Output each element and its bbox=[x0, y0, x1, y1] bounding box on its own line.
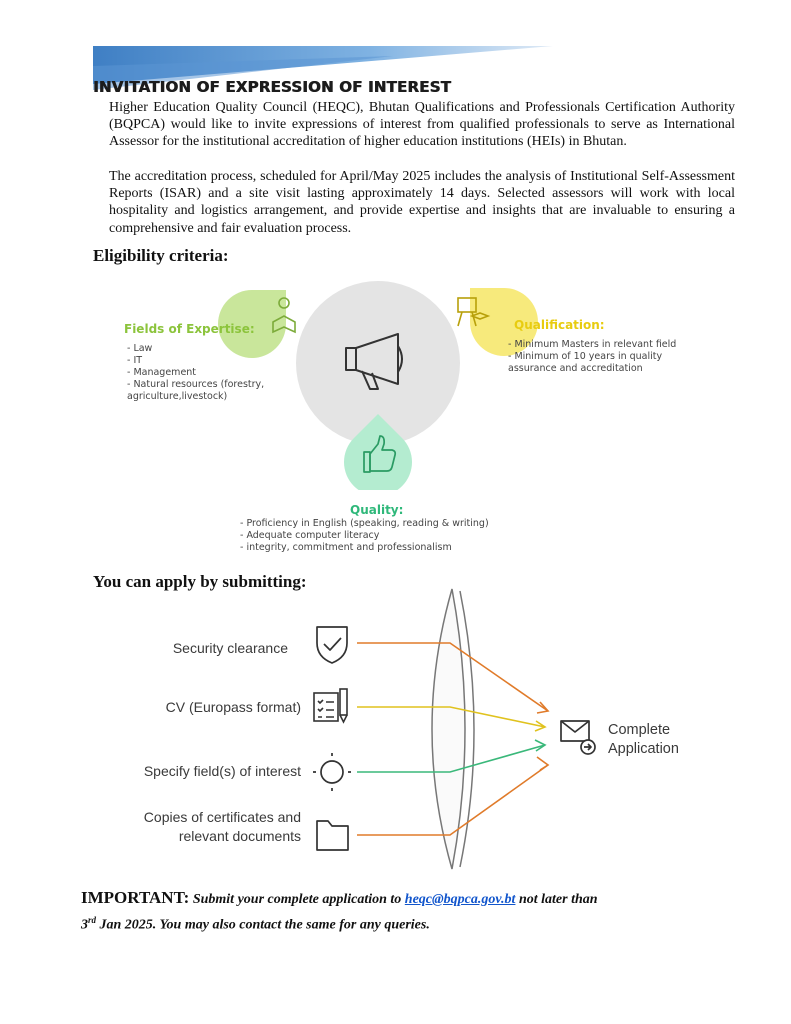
complete-line2: Application bbox=[608, 741, 679, 757]
lens-shape bbox=[432, 589, 474, 869]
certificates-label bbox=[144, 808, 301, 846]
eligibility-diagram bbox=[0, 270, 791, 490]
page-title: INVITATION OF EXPRESSION OF INTEREST bbox=[93, 78, 451, 96]
checklist-pen-icon bbox=[314, 689, 347, 722]
fields-of-expertise-list bbox=[127, 343, 264, 403]
important-text-1: Submit your complete application to bbox=[189, 892, 405, 907]
field-of-interest-label: Specify field(s) of interest bbox=[143, 763, 301, 779]
intro-paragraph-1: Higher Education Quality Council (HEQC), Bhutan Qualifications and Professionals Certification Authority (BQPCA) would like to invite expressions of interest from qualified professionals to serve as International Assessor for the institutional accreditation of higher education institutions (HEIs) in Bhutan. bbox=[109, 100, 735, 150]
eligibility-heading: Eligibility criteria: bbox=[93, 246, 229, 265]
certificates-label-line2: relevant documents bbox=[178, 828, 301, 844]
list-item: - integrity, commitment and professionalism bbox=[240, 542, 452, 553]
quality-title: Quality: bbox=[350, 503, 404, 517]
important-notice bbox=[81, 888, 721, 936]
list-item: - Natural resources (forestry, bbox=[127, 379, 265, 390]
deadline-suffix: rd bbox=[88, 915, 97, 925]
security-clearance-label: Security clearance bbox=[172, 640, 288, 656]
intro-paragraph-2: The accreditation process, scheduled for April/May 2025 includes the analysis of Institutional Self-Assessment Reports (ISAR) and a site visit lasting approximately 14 days. Selected assessors will work with local hospitality and logistics arrangement, and provide expertise and insights that are invaluable to ensuring a comprehensive and fair evaluation process. bbox=[109, 169, 735, 236]
list-item: - Law bbox=[127, 343, 153, 354]
list-item: - Proficiency in English (speaking, reading & writing) bbox=[240, 518, 489, 529]
list-item: - IT bbox=[127, 355, 143, 366]
deadline-day: 3 bbox=[81, 917, 88, 933]
list-item: agriculture,livestock) bbox=[127, 391, 228, 402]
list-item: - Minimum Masters in relevant field bbox=[508, 339, 677, 350]
cv-label: CV (Europass format) bbox=[165, 699, 301, 715]
quality-list bbox=[240, 518, 489, 554]
complete-application-label bbox=[608, 721, 679, 759]
folder-icon bbox=[317, 821, 348, 850]
complete-line1: Complete bbox=[608, 722, 671, 738]
qualification-title: Qualification: bbox=[514, 318, 605, 332]
important-lead: IMPORTANT: bbox=[81, 888, 190, 907]
important-text-3: Jan 2025. You may also contact the same for any queries. bbox=[96, 917, 430, 933]
email-link[interactable]: heqc@bqpca.gov.bt bbox=[404, 892, 516, 907]
shield-check-icon bbox=[317, 627, 347, 663]
envelope-arrow-icon bbox=[561, 721, 595, 754]
certificates-label-line1: Copies of certificates and bbox=[143, 809, 301, 825]
apply-heading: You can apply by submitting: bbox=[93, 572, 307, 591]
list-item: - Adequate computer literacy bbox=[240, 530, 380, 541]
list-item: - Management bbox=[127, 367, 197, 378]
important-text-2: not later than bbox=[515, 892, 598, 907]
list-item: assurance and accreditation bbox=[508, 363, 643, 374]
list-item: - Minimum of 10 years in quality bbox=[508, 351, 663, 362]
qualification-list bbox=[508, 339, 676, 375]
crosshair-icon bbox=[313, 753, 351, 791]
fields-of-expertise-title: Fields of Expertise: bbox=[124, 322, 255, 336]
